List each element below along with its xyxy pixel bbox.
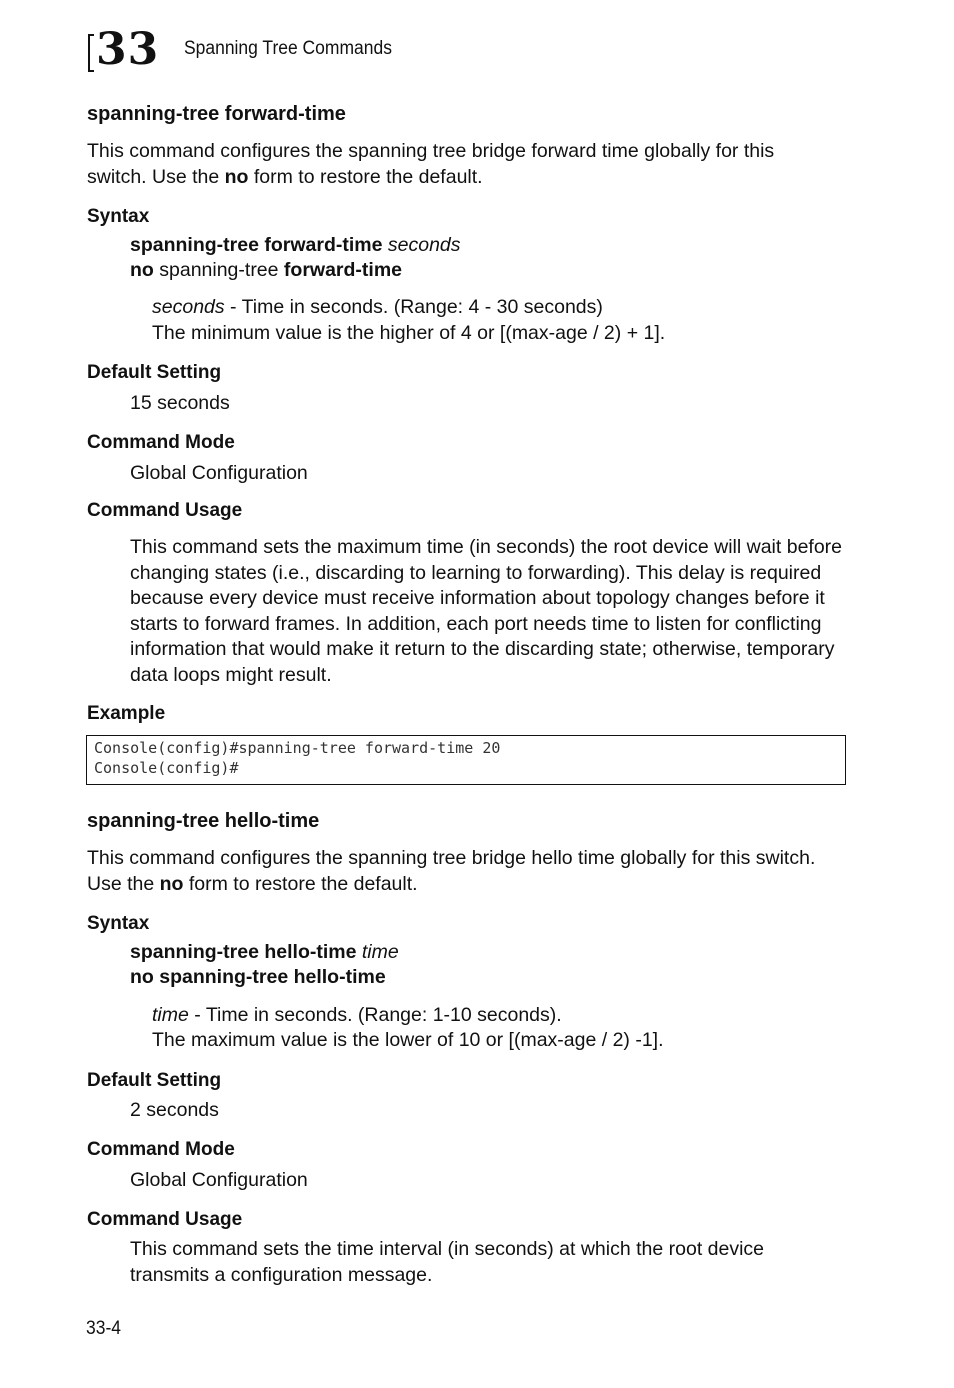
section-title-hello-time: spanning-tree hello-time <box>87 810 320 832</box>
param-line <box>152 1003 562 1029</box>
syntax-heading: Syntax <box>87 206 150 227</box>
default-setting-heading: Default Setting <box>87 362 222 383</box>
command-mode-heading: Command Mode <box>87 432 235 453</box>
default-setting-heading: Default Setting <box>87 1070 222 1091</box>
param-name: seconds <box>152 296 225 318</box>
command-mode-value: Global Configuration <box>130 462 308 484</box>
param-desc: - Time in seconds. (Range: 4 - 30 seconds) <box>224 296 603 318</box>
example-heading: Example <box>87 703 166 724</box>
description-text: This command configures the spanning tree bridge forward time globally for this switch. Use the <box>87 140 775 188</box>
code-line: Console(config)#spanning-tree forward-time 20 <box>94 739 501 757</box>
default-setting-value: 2 seconds <box>130 1099 219 1121</box>
syntax-line <box>130 940 399 966</box>
param-note: The maximum value is the lower of 10 or [(max-age / 2) -1]. <box>152 1029 664 1051</box>
command-usage-heading: Command Usage <box>87 1209 243 1230</box>
command-usage-text: This command sets the time interval (in seconds) at which the root device transmits a configuration message. <box>130 1238 765 1286</box>
default-setting-value: 15 seconds <box>130 392 230 414</box>
command-mode-heading: Command Mode <box>87 1139 235 1160</box>
chapter-header <box>88 24 888 75</box>
param-desc: - Time in seconds. (Range: 1-10 seconds). <box>188 1004 562 1026</box>
example-code-block <box>86 735 846 785</box>
description-bold: no <box>159 872 184 895</box>
syntax-no-line <box>130 258 402 284</box>
hello-time-description <box>87 846 847 897</box>
command-usage-heading: Command Usage <box>87 500 243 521</box>
syntax-command: spanning-tree hello-time <box>130 941 357 963</box>
param-line <box>152 295 603 321</box>
forward-time-description <box>87 139 827 190</box>
description-text: form to restore the default. <box>248 165 483 188</box>
syntax-command: forward-time <box>283 259 403 281</box>
chapter-number: 33 <box>96 24 160 75</box>
chapter-title: Spanning Tree Commands <box>184 38 392 59</box>
command-mode-value: Global Configuration <box>130 1169 308 1191</box>
syntax-param: seconds <box>387 234 461 256</box>
page-number: 33-4 <box>86 1318 121 1339</box>
syntax-mid: spanning-tree <box>159 259 279 281</box>
syntax-line <box>130 233 461 259</box>
command-usage-text: This command sets the maximum time (in seconds) the root device will wait before changing states (i.e., discarding to learning to forwarding). This delay is required because every device must receive information about topology changes before it starts to forward frames. In addition, each port needs time to listen for conflicting information that would make it return to the discarding state; otherwise, temporary data loops might result. <box>130 536 843 686</box>
syntax-no: no <box>130 259 154 281</box>
description-text: form to restore the default. <box>183 872 418 895</box>
description-text: This command configures the spanning tree bridge hello time globally for this switch. Use the <box>87 847 816 895</box>
description-bold: no <box>224 165 249 188</box>
syntax-heading: Syntax <box>87 913 150 934</box>
section-title-forward-time: spanning-tree forward-time <box>87 103 346 125</box>
syntax-command: spanning-tree forward-time <box>130 234 383 256</box>
syntax-param: time <box>361 941 399 963</box>
syntax-no-line: no spanning-tree hello-time <box>130 966 386 988</box>
param-note: The minimum value is the higher of 4 or [(max-age / 2) + 1]. <box>152 322 666 344</box>
code-line: Console(config)# <box>94 758 239 777</box>
param-name: time <box>152 1004 189 1026</box>
